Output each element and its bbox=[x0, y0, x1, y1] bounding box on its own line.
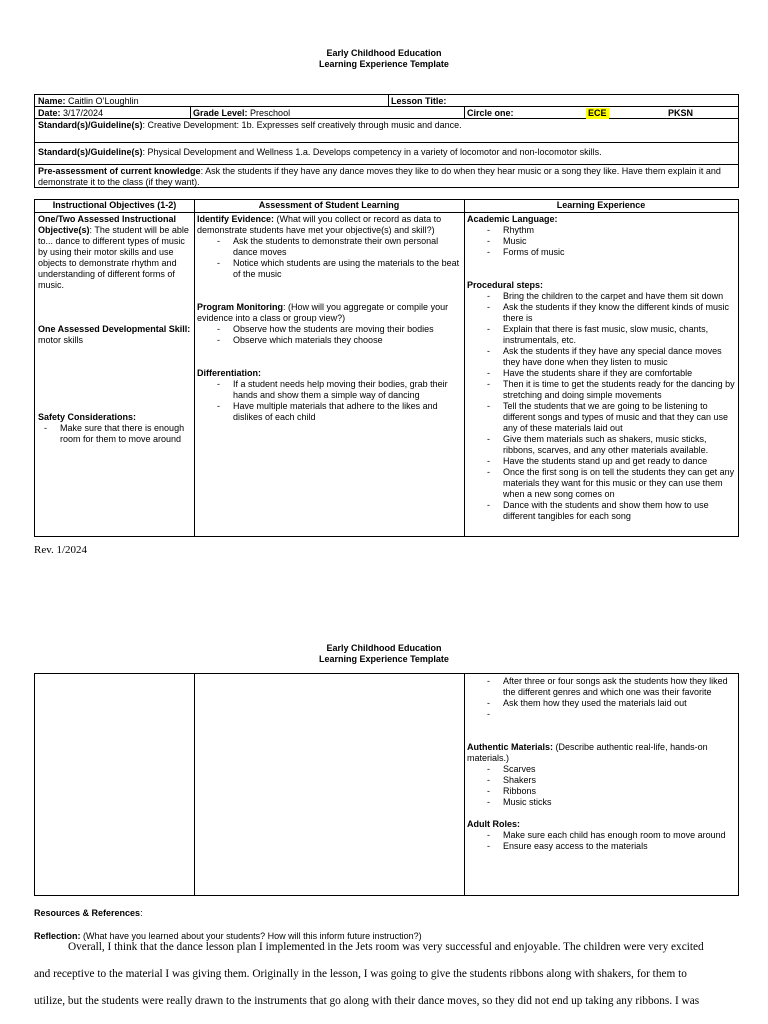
page2-title-line1: Early Childhood Education bbox=[326, 643, 442, 653]
list-item: - Tell the students that we are going to be listening to different songs and types of music and that they can use any of these materials laid out bbox=[487, 401, 735, 434]
list-item bbox=[487, 709, 735, 720]
list-item: - Have the students share if they are comfortable bbox=[487, 368, 735, 379]
list-item: - Notice which students are using the materials to the beat of the music bbox=[217, 258, 461, 280]
list-item: - Once the first song is on tell the students they can get any materials they want for this music or they can use them when a new song comes on bbox=[487, 467, 735, 500]
resources-label: Resources & References bbox=[34, 908, 141, 918]
authentic-materials-label: Authentic Materials: bbox=[467, 742, 554, 752]
list-item: - After three or four songs ask the students how they liked the different genres and which one was their favorite bbox=[487, 676, 735, 698]
preassessment-row bbox=[35, 165, 738, 187]
list-item: - Scarves bbox=[487, 764, 735, 775]
procedural-label: Procedural steps: bbox=[467, 280, 544, 290]
name-label: Name: bbox=[38, 96, 66, 106]
revision-note: Rev. 1/2024 bbox=[34, 544, 88, 556]
preassess-label: Pre-assessment of current knowledge bbox=[38, 166, 201, 176]
differentiation-label: Differentiation: bbox=[197, 368, 261, 378]
lesson-title-cell bbox=[388, 95, 738, 106]
objectives-text: : The student will be able to... dance to different types of music by using their motor skills and use objects to demonstrate rhythm and understanding of different forms of music. bbox=[38, 225, 189, 290]
info-row-date bbox=[35, 107, 738, 119]
monitoring-label: Program Monitoring bbox=[197, 302, 283, 312]
grade-label: Grade Level: bbox=[193, 108, 248, 118]
plan-table bbox=[34, 199, 739, 537]
procedural-block bbox=[467, 280, 735, 291]
grade-value: Preschool bbox=[250, 108, 291, 118]
list-item: - Music bbox=[487, 236, 735, 247]
info-row-name bbox=[35, 95, 738, 107]
list-item: - Ribbons bbox=[487, 786, 735, 797]
reflection-line-1: Overall, I think that the dance lesson plan I implemented in the Jets room was very successful and enjoyable. The children were very excited bbox=[68, 941, 704, 953]
list-item: - Explain that there is fast music, slow music, chants, instrumentals, etc. bbox=[487, 324, 735, 346]
circle-cell bbox=[464, 107, 738, 118]
list-item: - Observe which materials they choose bbox=[217, 335, 461, 346]
col-header-experience: Learning Experience bbox=[556, 200, 646, 210]
list-item: - Give them materials such as shakers, music sticks, ribbons, scarves, and any other materials available. bbox=[487, 434, 735, 456]
circle-label: Circle one: bbox=[467, 108, 514, 118]
dev-skill-label: One Assessed Developmental Skill: bbox=[38, 324, 191, 334]
list-item: - Ask the students to demonstrate their own personal dance moves bbox=[217, 236, 461, 258]
list-item: - Ask the students if they have any special dance moves they have done when they listen to music bbox=[487, 346, 735, 368]
adult-roles-label: Adult Roles: bbox=[467, 819, 520, 829]
authentic-materials-block bbox=[467, 742, 735, 764]
reflection-line-2: and receptive to the material I was giving them. Originally in the lesson, I was going to give the students ribbons along with shakers, for them to bbox=[34, 968, 687, 980]
safety-label: Safety Considerations: bbox=[38, 412, 137, 422]
info-table bbox=[34, 94, 739, 188]
list-item: - Ask them how they used the materials laid out bbox=[487, 698, 735, 709]
list-item: - If a student needs help moving their bodies, grab their hands and show them a simple way of dancing bbox=[217, 379, 461, 401]
reflection-line-3: utilize, but the students were really drawn to the instruments that go along with their dance moves, so they did not end up taking any ribbons. I was bbox=[34, 995, 700, 1007]
page2-title-line2: Learning Experience Template bbox=[319, 654, 449, 664]
standard2-label: Standard(s)/Guideline(s) bbox=[38, 147, 143, 157]
objectives-label: One/Two Assessed Instructional Objective(s) bbox=[38, 214, 177, 235]
col-header-assessment: Assessment of Student Learning bbox=[258, 200, 400, 210]
resources-colon: : bbox=[140, 908, 143, 918]
list-item: - Music sticks bbox=[487, 797, 735, 808]
safety-block bbox=[38, 412, 191, 445]
evidence-label: Identify Evidence: bbox=[197, 214, 275, 224]
monitoring-text: : (How will you aggregate or compile your evidence into a class or group view?) bbox=[197, 302, 449, 323]
reflection-prompt: (What have you learned about your students? How will this inform future instruction?) bbox=[80, 931, 422, 941]
academic-language-label: Academic Language: bbox=[467, 214, 558, 224]
dev-skill-block bbox=[38, 324, 191, 346]
standard-row-2 bbox=[35, 143, 738, 165]
preassess-text: : Ask the students if they have any dance moves they like to do when they hear music or a song they like. Have them explain it and demonstrate it to the class (if they want). bbox=[38, 166, 721, 187]
page-title-line2: Learning Experience Template bbox=[319, 59, 449, 69]
name-cell bbox=[35, 95, 388, 106]
date-label: Date: bbox=[38, 108, 61, 118]
experience-column-continued bbox=[464, 674, 738, 895]
circle-option-ece: ECE bbox=[588, 108, 607, 118]
objectives-block bbox=[38, 214, 191, 291]
adult-roles-block bbox=[467, 819, 735, 830]
dev-skill-text: motor skills bbox=[38, 335, 84, 345]
experience-column bbox=[464, 212, 738, 536]
assessment-column bbox=[194, 212, 464, 536]
monitoring-block bbox=[197, 302, 461, 324]
date-value: 3/17/2024 bbox=[63, 108, 104, 118]
reflection-label: Reflection: bbox=[34, 931, 81, 941]
grade-cell bbox=[190, 107, 464, 118]
list-item: - Ensure easy access to the materials bbox=[487, 841, 735, 852]
standard2-text: : Physical Development and Wellness 1.a. Develops competency in a variety of locomotor and non-locomotor skills. bbox=[142, 147, 602, 157]
list-item: - Have multiple materials that adhere to the likes and dislikes of each child bbox=[217, 401, 461, 423]
page-title-line1: Early Childhood Education bbox=[326, 48, 442, 58]
plan-table-continued bbox=[34, 673, 739, 896]
evidence-block bbox=[197, 214, 461, 236]
list-item: - Make sure that there is enough room for them to move around bbox=[44, 423, 191, 445]
lesson-title-label: Lesson Title: bbox=[391, 96, 447, 106]
list-item: - Rhythm bbox=[487, 225, 735, 236]
col-header-objectives: Instructional Objectives (1-2) bbox=[52, 200, 177, 210]
authentic-materials-text: (Describe authentic real-life, hands-on materials.) bbox=[467, 742, 708, 763]
academic-language-block bbox=[467, 214, 735, 225]
differentiation-block bbox=[197, 368, 461, 379]
list-item: - Make sure each child has enough room to move around bbox=[487, 830, 735, 841]
list-item: - Bring the children to the carpet and have them sit down bbox=[487, 291, 735, 302]
standard-row-1 bbox=[35, 119, 738, 143]
list-item: - Ask the students if they know the different kinds of music there is bbox=[487, 302, 735, 324]
standard1-label: Standard(s)/Guideline(s) bbox=[38, 120, 143, 130]
evidence-text: (What will you collect or record as data to demonstrate students have met your objective(s) and skill?) bbox=[197, 214, 442, 235]
name-value: Caitlin O’Loughlin bbox=[68, 96, 139, 106]
list-item: - Dance with the students and show them how to use different tangibles for each song bbox=[487, 500, 735, 522]
list-item: - Forms of music bbox=[487, 247, 735, 258]
objectives-column bbox=[35, 212, 194, 536]
list-item: - Have the students stand up and get ready to dance bbox=[487, 456, 735, 467]
list-item: - Observe how the students are moving their bodies bbox=[217, 324, 461, 335]
resources-heading bbox=[34, 908, 143, 919]
date-cell bbox=[35, 107, 190, 118]
list-item: - Then it is time to get the students ready for the dancing by stretching and doing simple movements bbox=[487, 379, 735, 401]
circle-option-pksn: PKSN bbox=[668, 108, 694, 118]
standard1-text: : Creative Development: 1b. Expresses self creatively through music and dance. bbox=[142, 120, 462, 130]
list-item: - Shakers bbox=[487, 775, 735, 786]
